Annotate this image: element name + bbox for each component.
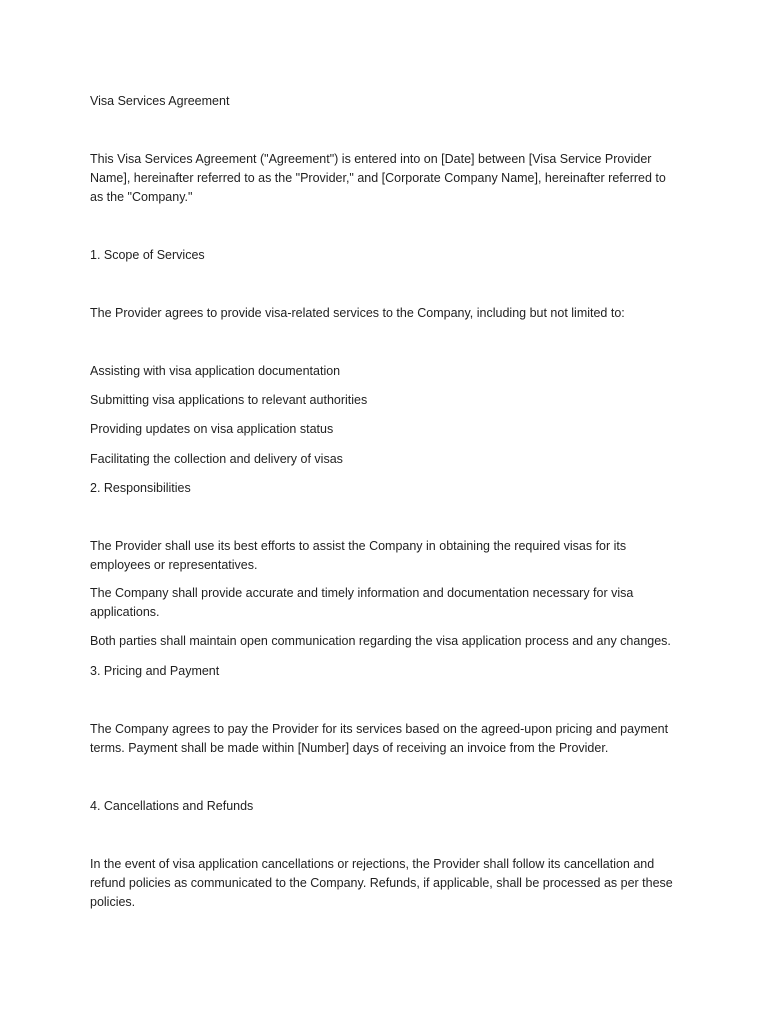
section-heading-responsibilities: 2. Responsibilities <box>90 481 191 495</box>
scope-lead-paragraph: The Provider agrees to provide visa-related services to the Company, including but not limited to: <box>90 306 625 320</box>
section-heading-scope: 1. Scope of Services <box>90 248 205 262</box>
responsibilities-paragraph: The Provider shall use its best efforts to assist the Company in obtaining the required visas for its employees or representatives. <box>90 539 627 572</box>
scope-item: Providing updates on visa application status <box>90 422 334 436</box>
cancellations-paragraph: In the event of visa application cancellations or rejections, the Provider shall follow its cancellation and refund policies as communicated to the Company. Refunds, if applicable, shall be processed as per these policies. <box>90 857 673 909</box>
document-title: Visa Services Agreement <box>90 94 230 108</box>
scope-item: Assisting with visa application documentation <box>90 364 341 378</box>
responsibilities-paragraph: The Company shall provide accurate and timely information and documentation necessary for visa applications. <box>90 586 634 619</box>
scope-item: Submitting visa applications to relevant authorities <box>90 393 368 407</box>
intro-paragraph: This Visa Services Agreement ("Agreement") is entered into on [Date] between [Visa Service Provider Name], hereinafter referred to as the "Provider," and [Corporate Company Name], hereinafter referred to as the "Company." <box>90 152 666 204</box>
pricing-paragraph: The Company agrees to pay the Provider for its services based on the agreed-upon pricing and payment terms. Payment shall be made within [Number] days of receiving an invoice from the Provider. <box>90 722 669 755</box>
section-heading-pricing: 3. Pricing and Payment <box>90 664 220 678</box>
scope-item: Facilitating the collection and delivery of visas <box>90 452 343 466</box>
responsibilities-paragraph: Both parties shall maintain open communication regarding the visa application process and any changes. <box>90 634 671 648</box>
section-heading-cancellations: 4. Cancellations and Refunds <box>90 799 254 813</box>
